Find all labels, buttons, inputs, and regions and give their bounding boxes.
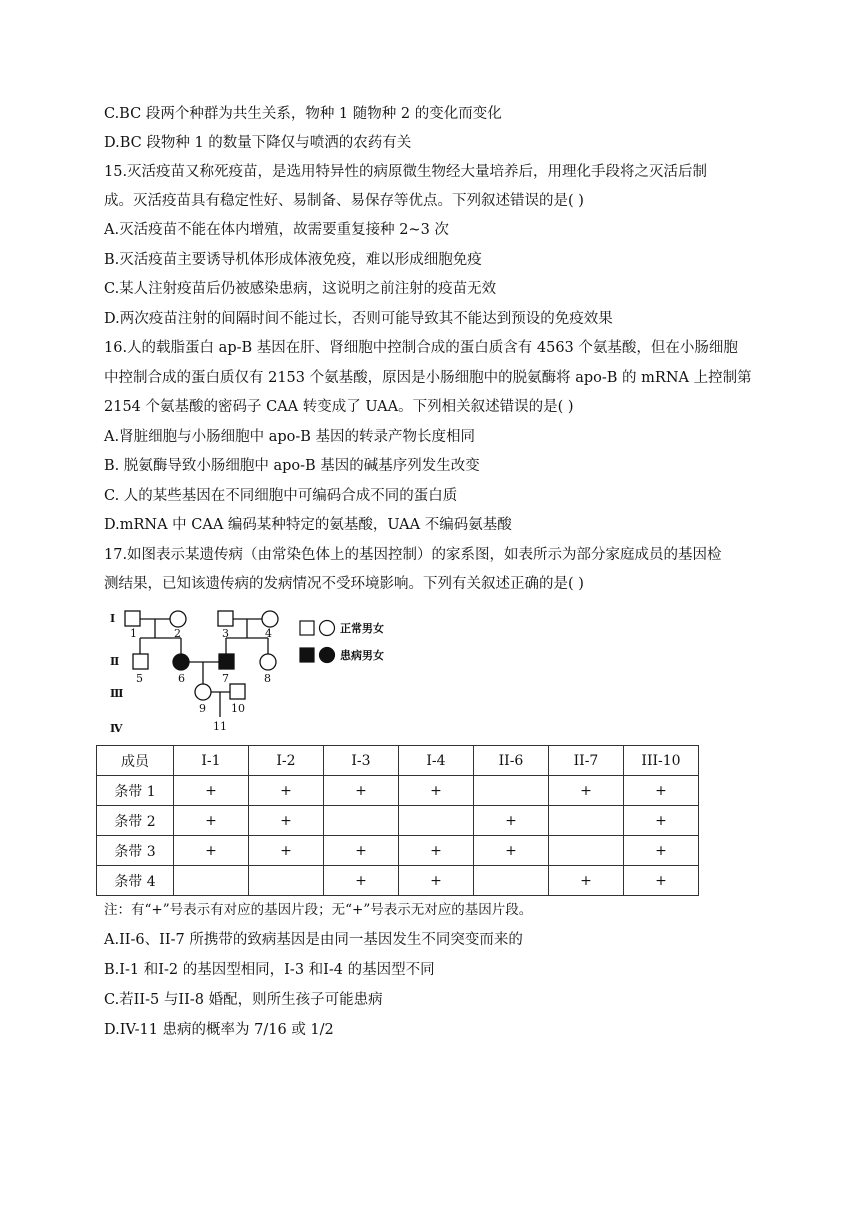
q14-option-d: D.BC 段物种 1 的数量下降仅与喷洒的农药有关 [104,135,412,151]
pedigree-ii6-affected-female [173,654,189,670]
q15-option-a: A.灭活疫苗不能在体内增殖，故需要重复接种 2~3 次 [104,222,449,238]
table-cell [549,836,624,866]
table-cell: + [624,776,699,806]
member-number-6: 6 [178,672,185,685]
table-header-row [97,746,699,776]
table-cell: + [249,806,324,836]
table-cell [399,806,474,836]
q15-stem-line-1: 15.灭活疫苗又称死疫苗，是选用特异性的病原微生物经大量培养后，用理化手段将之灭活后制 [104,164,708,180]
table-cell: + [624,866,699,896]
q16-option-c: C. 人的某些基因在不同细胞中可编码合成不同的蛋白质 [104,488,458,504]
table-cell: + [549,776,624,806]
pedigree-iii10-normal-male [230,684,245,699]
table-cell: + [174,836,249,866]
table-header-cell: I-1 [174,746,249,776]
q16-stem-line-3: 2154 个氨基酸的密码子 CAA 转变成了 UAA。下列相关叙述错误的是( ) [104,399,574,415]
member-number-9: 9 [199,702,206,715]
table-header-cell: II-6 [474,746,549,776]
table-header-cell: 成员 [97,746,174,776]
q17-stem-line-1: 17.如图表示某遗传病（由常染色体上的基因控制）的家系图，如表所示为部分家庭成员的基因检 [104,547,722,563]
table-cell: + [549,866,624,896]
generation-label-3: Ⅲ [110,687,124,700]
table-cell: + [474,806,549,836]
q16-stem-line-2: 中控制合成的蛋白质仅有 2153 个氨基酸，原因是小肠细胞中的脱氨酶将 apo-B 的 mRNA 上控制第 [104,370,752,386]
pedigree-ii7-affected-male [219,654,234,669]
table-cell: + [624,806,699,836]
q14-option-c: C.BC 段两个种群为共生关系，物种 1 随物种 2 的变化而变化 [104,106,502,122]
pedigree-ii5-normal-male [133,654,148,669]
table-cell: + [399,836,474,866]
q16-option-b: B. 脱氨酶导致小肠细胞中 apo-B 基因的碱基序列发生改变 [104,458,480,474]
legend-affected-label: 患病男女 [340,649,384,662]
q16-option-d: D.mRNA 中 CAA 编码某种特定的氨基酸，UAA 不编码氨基酸 [104,517,512,533]
table-cell [249,866,324,896]
pedigree-i3-normal-male [218,611,233,626]
table-cell: + [399,866,474,896]
q15-stem-line-2: 成。灭活疫苗具有稳定性好、易制备、易保存等优点。下列叙述错误的是( ) [104,193,584,209]
legend-affected-male-symbol [300,648,314,662]
table-cell: + [399,776,474,806]
table-cell: 条带 4 [97,866,174,896]
table-cell: + [249,776,324,806]
table-cell: + [324,776,399,806]
table-cell: 条带 1 [97,776,174,806]
table-cell: 条带 3 [97,836,174,866]
generation-label-2: Ⅱ [110,655,120,668]
table-header-cell: III-10 [624,746,699,776]
pedigree-iii9-normal-female [195,684,211,700]
table-row [97,836,699,866]
table-cell: + [174,776,249,806]
q16-stem-line-1: 16.人的载脂蛋白 ap-B 基因在肝、肾细胞中控制合成的蛋白质含有 4563 个氨基酸，但在小肠细胞 [104,340,738,356]
table-row [97,866,699,896]
member-number-5: 5 [136,672,143,685]
table-cell: 条带 2 [97,806,174,836]
table-header-cell: II-7 [549,746,624,776]
member-number-1: 1 [130,627,137,640]
q17-option-a: A.II-6、II-7 所携带的致病基因是由同一基因发生不同突变而来的 [104,932,523,948]
legend-normal-female-symbol [320,621,335,636]
pedigree-i4-normal-female [262,611,278,627]
table-note: 注：有“+”号表示有对应的基因片段；无“+”号表示无对应的基因片段。 [104,902,533,918]
q16-option-a: A.肾脏细胞与小肠细胞中 apo-B 基因的转录产物长度相同 [104,429,476,445]
q15-option-b: B.灭活疫苗主要诱导机体形成体液免疫，难以形成细胞免疫 [104,252,482,268]
table-header-cell: I-4 [399,746,474,776]
q17-option-b: B.I-1 和I-2 的基因型相同，I-3 和I-4 的基因型不同 [104,962,435,978]
member-number-11: 11 [213,720,227,733]
q15-option-c: C.某人注射疫苗后仍被感染患病，这说明之前注射的疫苗无效 [104,281,497,297]
generation-label-1: Ⅰ [110,612,116,625]
table-cell: + [174,806,249,836]
table-row [97,776,699,806]
table-cell [549,806,624,836]
member-number-3: 3 [222,627,229,640]
member-number-4: 4 [265,627,272,640]
table-cell: + [324,866,399,896]
table-cell [174,866,249,896]
table-cell [474,866,549,896]
generation-label-4: Ⅳ [110,722,123,735]
table-cell [324,806,399,836]
q15-option-d: D.两次疫苗注射的间隔时间不能过长，否则可能导致其不能达到预设的免疫效果 [104,311,613,327]
table-header-cell: I-3 [324,746,399,776]
table-cell: + [324,836,399,866]
pedigree-i2-normal-female [170,611,186,627]
pedigree-diagram [104,602,424,742]
pedigree-ii8-normal-female [260,654,276,670]
table-cell [474,776,549,806]
table-header-cell: I-2 [249,746,324,776]
member-number-8: 8 [264,672,271,685]
member-number-2: 2 [174,627,181,640]
table-row [97,806,699,836]
table-cell: + [249,836,324,866]
pedigree-i1-normal-male [125,611,140,626]
legend-normal-male-symbol [300,621,314,635]
member-number-10: 10 [231,702,245,715]
legend-affected-female-symbol [320,648,335,663]
gene-band-table [96,745,699,896]
legend-normal-label: 正常男女 [340,622,384,635]
table-cell: + [624,836,699,866]
table-cell: + [474,836,549,866]
member-number-7: 7 [222,672,229,685]
q17-option-d: D.IV-11 患病的概率为 7/16 或 1/2 [104,1022,334,1038]
q17-option-c: C.若II-5 与II-8 婚配，则所生孩子可能患病 [104,992,383,1008]
q17-stem-line-2: 测结果，已知该遗传病的发病情况不受环境影响。下列有关叙述正确的是( ) [104,576,584,592]
